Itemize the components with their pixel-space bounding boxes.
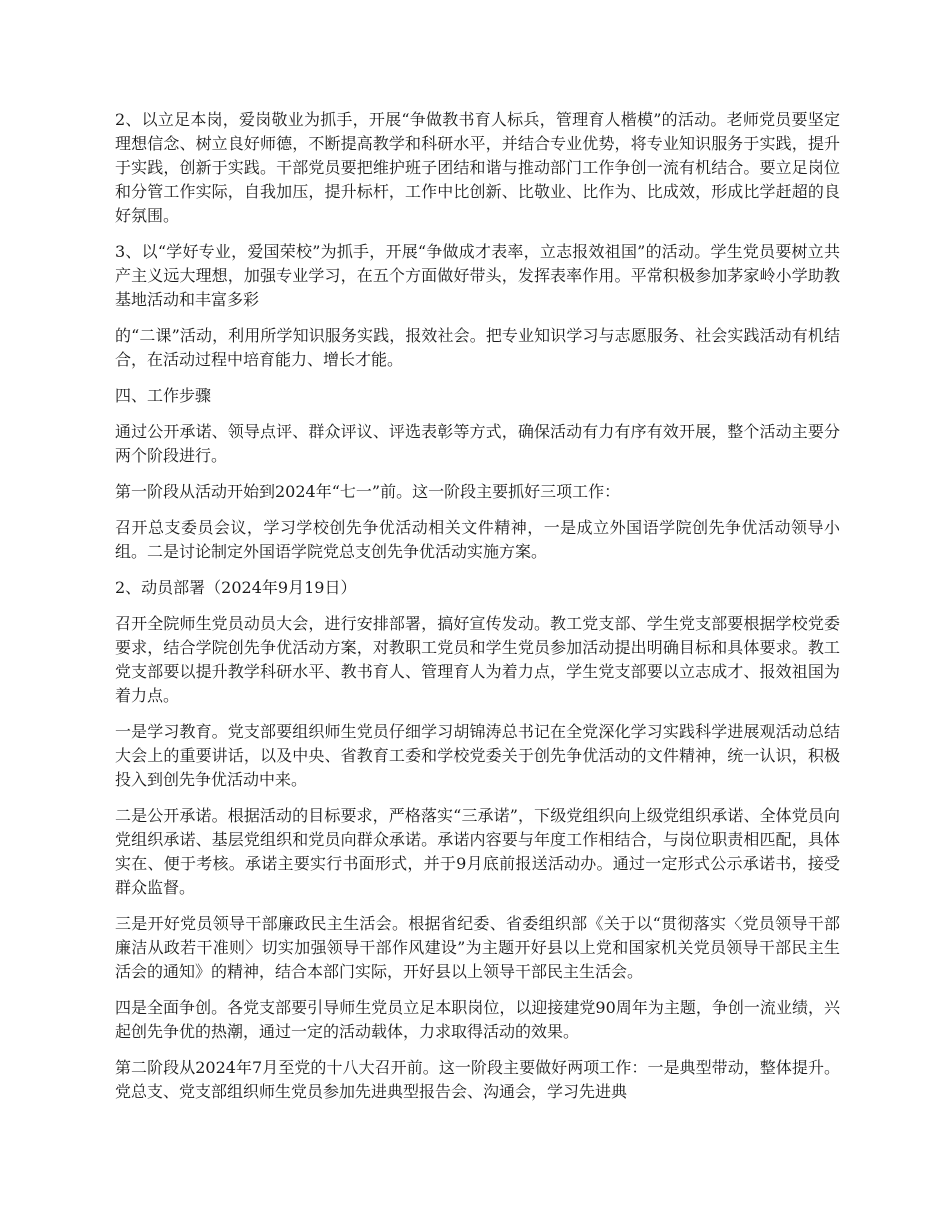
paragraph: 2、以立足本岗，爱岗敬业为抓手，开展“争做教书育人标兵，管理育人楷模”的活动。老师党员要坚定理想信念、树立良好师德，不断提高教学和科研水平，并结合专业优势，将专业知识服务于实践，提升于实践，创新于实践。干部党员要把维护班子团结和谐与推动部门工作争创一流有机结合。要立足岗位和分管工作实际，自我加压，提升标杆，工作中比创新、比敬业、比作为、比成效，形成比学赶超的良好氛围。 — [115, 110, 840, 225]
paragraph: 四是全面争创。各党支部要引导师生党员立足本职岗位，以迎接建党90周年为主题，争创一流业绩，兴起创先争优的热潮，通过一定的活动载体，力求取得活动的效果。 — [115, 998, 840, 1041]
paragraph: 通过公开承诺、领导点评、群众评议、评选表彰等方式，确保活动有力有序有效开展，整个活动主要分两个阶段进行。 — [115, 422, 840, 465]
paragraph: 2、动员部署（2024年9月19日） — [115, 578, 357, 597]
paragraph: 的“二课”活动，利用所学知识服务实践，报效社会。把专业知识学习与志愿服务、社会实践活动有机结合，在活动过程中培育能力、增长才能。 — [115, 326, 840, 369]
paragraph: 召开全院师生党员动员大会，进行安排部署，搞好宣传发动。教工党支部、学生党支部要根据学校党委要求，结合学院创先争优活动方案，对教职工党员和学生党员参加活动提出明确目标和具体要求。教工党支部要以提升教学科研水平、教书育人、管理育人为着力点，学生党支部要以立志成才、报效祖国为着力点。 — [115, 614, 840, 705]
paragraph: 第一阶段从活动开始到2024年“七一”前。这一阶段主要抓好三项工作： — [115, 482, 621, 501]
paragraph: 第二阶段从2024年7月至党的十八大召开前。这一阶段主要做好两项工作：一是典型带动，整体提升。党总支、党支部组织师生党员参加先进典型报告会、沟通会，学习先进典 — [115, 1058, 840, 1101]
section-heading: 四、工作步骤 — [115, 386, 212, 405]
paragraph: 一是学习教育。党支部要组织师生党员仔细学习胡锦涛总书记在全党深化学习实践科学进展观活动总结大会上的重要讲话，以及中央、省教育工委和学校党委关于创先争优活动的文件精神，统一认识，积极投入到创先争优活动中来。 — [115, 722, 840, 789]
paragraph: 二是公开承诺。根据活动的目标要求，严格落实“三承诺”，下级党组织向上级党组织承诺、全体党员向党组织承诺、基层党组织和党员向群众承诺。承诺内容要与年度工作相结合，与岗位职责相匹配，具体实在、便于考核。承诺主要实行书面形式，并于9月底前报送活动办。通过一定形式公示承诺书，接受群众监督。 — [115, 806, 840, 897]
paragraph: 召开总支委员会议，学习学校创先争优活动相关文件精神，一是成立外国语学院创先争优活动领导小组。二是讨论制定外国语学院党总支创先争优活动实施方案。 — [115, 518, 840, 561]
paragraph: 3、以“学好专业，爱国荣校”为抓手，开展“争做成才表率，立志报效祖国”的活动。学生党员要树立共产主义远大理想，加强专业学习，在五个方面做好带头，发挥表率作用。平常积极参加茅家岭小学助教基地活动和丰富多彩 — [115, 242, 840, 309]
paragraph: 三是开好党员领导干部廉政民主生活会。根据省纪委、省委组织部《关于以“贯彻落实〈党员领导干部廉洁从政若干准则〉切实加强领导干部作风建设”为主题开好县以上党和国家机关党员领导干部民主生活会的通知》的精神，结合本部门实际，开好县以上领导干部民主生活会。 — [115, 914, 840, 981]
document-body — [115, 108, 840, 1116]
